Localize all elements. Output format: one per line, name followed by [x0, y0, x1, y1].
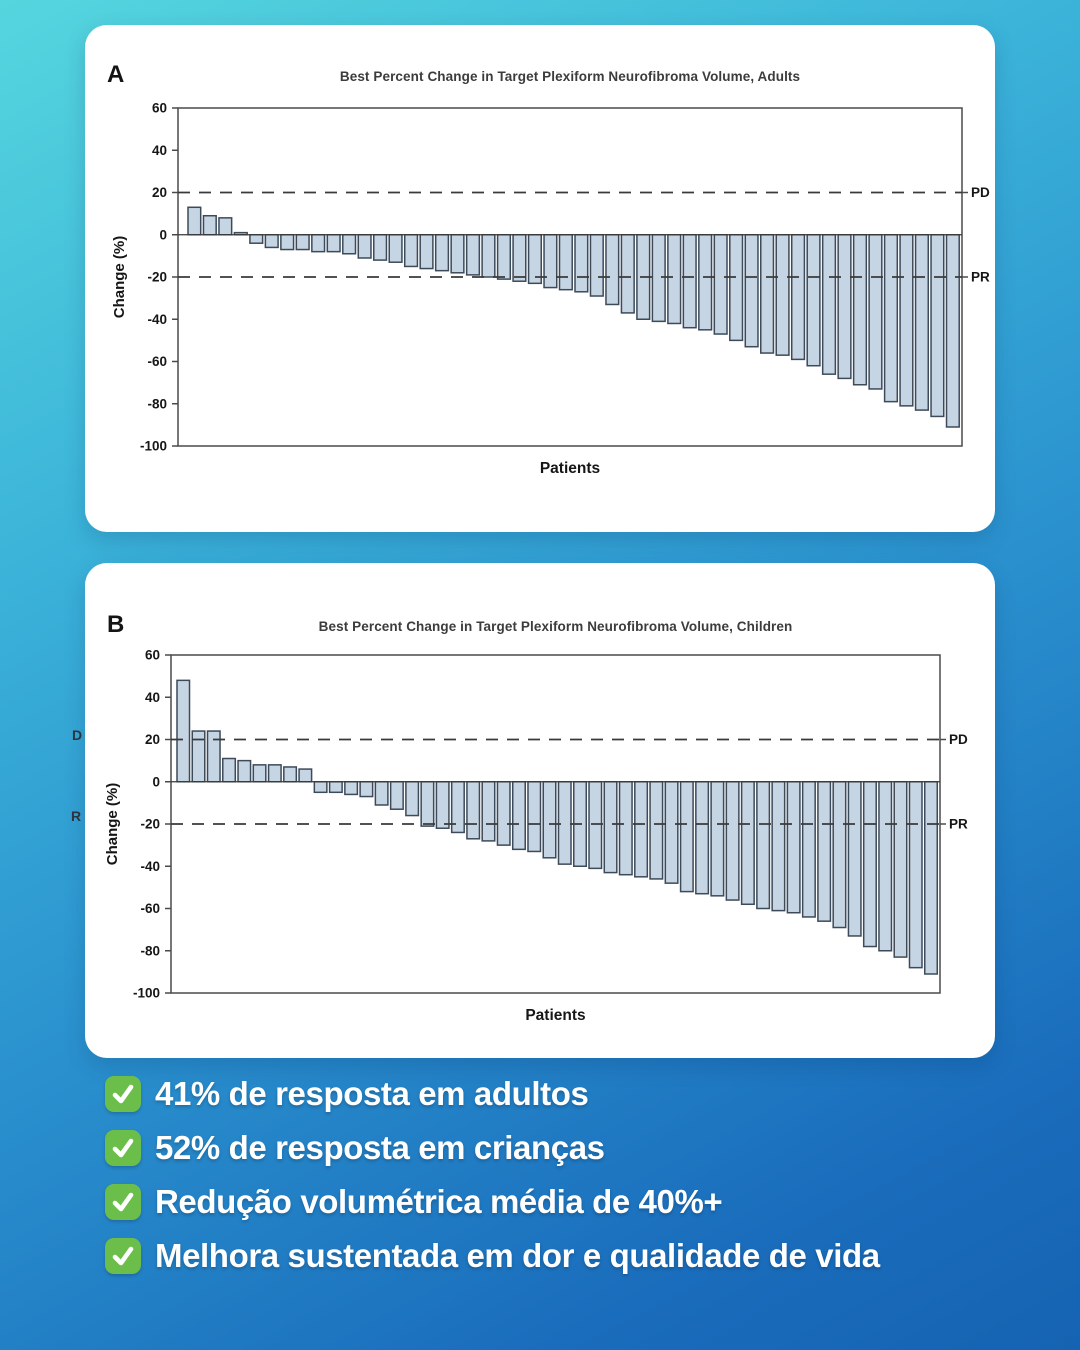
bullet-text: Melhora sustentada em dor e qualidade de vida [155, 1237, 880, 1274]
svg-text:20: 20 [144, 732, 160, 747]
check-icon [105, 1076, 141, 1112]
svg-text:-40: -40 [140, 858, 160, 874]
svg-text:-80: -80 [147, 396, 167, 412]
check-icon [105, 1238, 141, 1274]
bullet-text: 41% de resposta em adultos [155, 1075, 589, 1112]
svg-text:PD: PD [949, 732, 968, 747]
list-item [105, 1184, 880, 1220]
svg-text:-100: -100 [132, 985, 160, 1001]
clipped-pd-label-fragment: D [72, 727, 83, 743]
svg-text:Change (%): Change (%) [111, 235, 128, 319]
panel-letter-b: B [107, 611, 125, 638]
svg-text:-100: -100 [139, 438, 167, 454]
svg-text:-60: -60 [140, 901, 160, 916]
svg-text:PR: PR [971, 269, 990, 285]
check-icon [105, 1184, 141, 1220]
list-item [105, 1130, 880, 1166]
svg-text:0: 0 [152, 774, 160, 790]
svg-text:-40: -40 [147, 311, 167, 327]
svg-text:PD: PD [971, 185, 990, 200]
waterfall-chart-children [85, 563, 995, 1058]
bullet-text: 52% de resposta em crianças [155, 1129, 605, 1166]
clipped-pr-label-fragment: R [71, 808, 82, 824]
svg-text:Patients: Patients [539, 460, 601, 477]
svg-text:0: 0 [159, 227, 167, 243]
check-icon [105, 1130, 141, 1166]
chart-card-adults [85, 25, 995, 532]
svg-text:20: 20 [151, 185, 167, 200]
panel-letter-a: A [107, 61, 125, 88]
chart-card-children [85, 563, 995, 1058]
list-item [105, 1076, 880, 1112]
highlights-list [105, 1076, 880, 1292]
svg-text:-80: -80 [140, 943, 160, 959]
svg-text:PR: PR [949, 816, 968, 832]
svg-text:60: 60 [151, 100, 167, 116]
list-item [105, 1238, 880, 1274]
svg-text:-20: -20 [140, 816, 160, 832]
svg-text:40: 40 [144, 689, 160, 705]
svg-text:-60: -60 [147, 354, 167, 369]
chart-title-children: Best Percent Change in Target Plexiform Neurofibroma Volume, Children [318, 619, 793, 634]
svg-text:40: 40 [151, 142, 167, 158]
svg-text:Change (%): Change (%) [104, 782, 121, 866]
svg-text:Patients: Patients [525, 1007, 586, 1024]
bullet-text: Redução volumétrica média de 40%+ [155, 1183, 723, 1220]
waterfall-chart-adults [85, 25, 995, 532]
svg-text:-20: -20 [147, 269, 167, 285]
chart-title-adults: Best Percent Change in Target Plexiform Neurofibroma Volume, Adults [339, 69, 801, 84]
svg-text:60: 60 [144, 647, 160, 663]
